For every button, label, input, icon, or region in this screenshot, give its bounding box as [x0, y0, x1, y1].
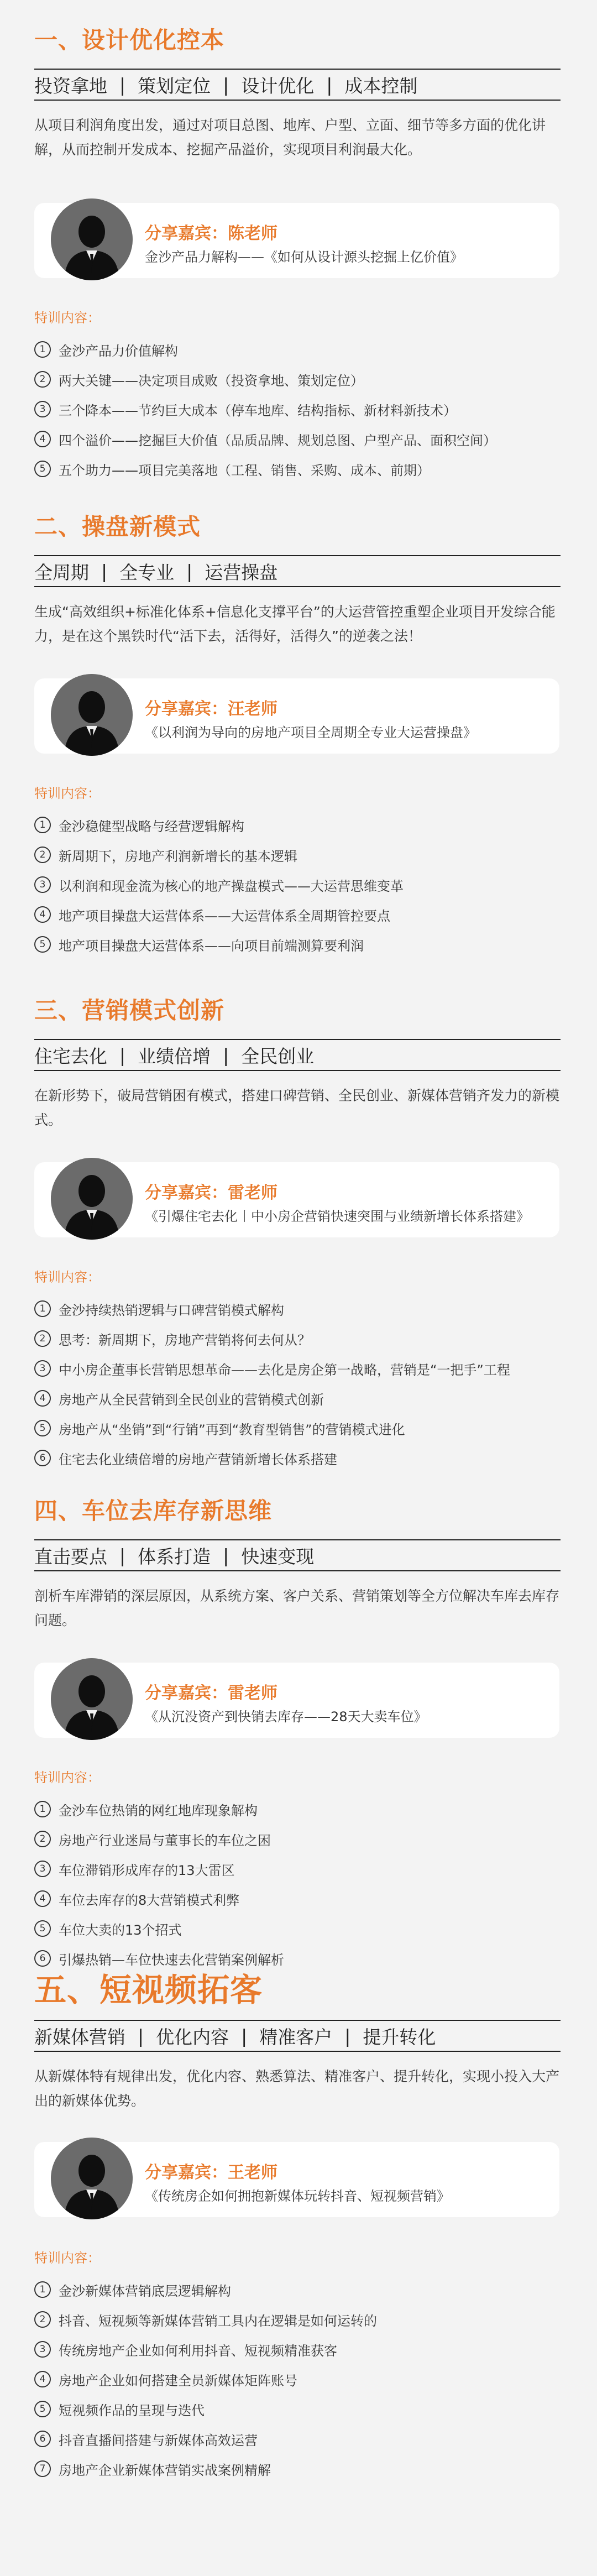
item-text: 金沙产品力价值解构	[59, 343, 178, 359]
guest-card	[34, 1663, 559, 1738]
list-item	[34, 2305, 565, 2334]
item-number-icon: 5	[34, 936, 51, 953]
content-label: 特训内容：	[34, 1269, 101, 1285]
section-3	[0, 992, 597, 1479]
tag-label: 全民创业	[241, 1045, 315, 1067]
tag-separator: |	[186, 560, 193, 582]
tag-bar	[34, 555, 561, 587]
tag-separator: |	[119, 74, 126, 96]
tag-separator: |	[138, 2025, 144, 2047]
tag-separator: |	[223, 1044, 229, 1066]
tag-bar	[34, 1039, 561, 1071]
item-number-icon: 1	[34, 2281, 51, 2298]
item-number-icon: 1	[34, 341, 51, 358]
list-item	[34, 1324, 565, 1354]
item-number-icon: 5	[34, 1920, 51, 1937]
list-item	[34, 1854, 565, 1884]
item-number-icon: 4	[34, 1890, 51, 1907]
guest-topic: 《以利润为导向的房地产项目全周期全专业大运营操盘》	[145, 725, 476, 740]
item-number-icon: 6	[34, 2431, 51, 2447]
item-text: 房地产企业如何搭建全员新媒体矩阵账号	[59, 2373, 297, 2389]
list-item	[34, 810, 565, 840]
section-title: 五、短视频拓客	[34, 1971, 263, 2009]
item-text: 新周期下，房地产利润新增长的基本逻辑	[59, 848, 297, 864]
tag-label: 优化内容	[156, 2026, 229, 2048]
item-text: 两大关键——决定项目成败（投资拿地、策划定位）	[59, 373, 364, 389]
section-title: 三、营销模式创新	[34, 997, 225, 1024]
section-description: 生成“高效组织+标准化体系+信息化支撑平台”的大运营管控重塑企业项目开发综合能力，是在这个黑铁时代“活下去，活得好，活得久”的逆袭之法！	[34, 604, 556, 644]
list-item	[34, 1443, 565, 1473]
section-title: 四、车位去库存新思维	[34, 1497, 273, 1524]
item-text: 房地产从全民营销到全民创业的营销模式创新	[59, 1392, 324, 1408]
item-text: 房地产从“坐销”到“行销”再到“教育型销售”的营销模式进化	[59, 1422, 405, 1438]
list-item	[34, 1383, 565, 1413]
item-text: 五个助力——项目完美落地（工程、销售、采购、成本、前期）	[59, 462, 430, 478]
tag-label: 提升转化	[363, 2026, 436, 2048]
guest-name: 分享嘉宾：雷老师	[145, 1183, 277, 1203]
content-list	[34, 1794, 565, 1973]
tag-label: 设计优化	[241, 75, 315, 97]
item-text: 短视频作品的呈现与迭代	[59, 2402, 205, 2418]
tag-separator: |	[344, 2025, 351, 2047]
item-text: 房地产企业新媒体营销实战案例精解	[59, 2462, 271, 2478]
tag-label: 成本控制	[344, 75, 418, 97]
list-item	[34, 1413, 565, 1443]
item-number-icon: 5	[34, 1420, 51, 1436]
section-description: 在新形势下，破局营销困有模式，搭建口碑营销、全民创业、新媒体营销齐发力的新模式。	[34, 1088, 560, 1128]
content-label: 特训内容：	[34, 310, 101, 326]
list-item	[34, 394, 565, 424]
tag-bar	[34, 2020, 561, 2052]
item-text: 金沙车位热销的网红地库现象解构	[59, 1802, 258, 1819]
item-text: 金沙持续热销逻辑与口碑营销模式解构	[59, 1302, 284, 1318]
list-item	[34, 2275, 565, 2305]
guest-topic: 《从沉没资产到快销去库存——28天大卖车位》	[145, 1709, 427, 1725]
item-number-icon: 3	[34, 876, 51, 893]
tag-label: 业绩倍增	[138, 1045, 211, 1067]
tag-separator: |	[223, 74, 229, 96]
section-description: 从新媒体特有规律出发，优化内容、熟悉算法、精准客户、提升转化，实现小投入大产出的新媒体优势。	[34, 2068, 560, 2109]
item-text: 四个溢价——挖掘巨大价值（品质品牌、规划总图、户型产品、面积空间）	[59, 432, 496, 448]
list-item	[34, 335, 565, 364]
section-2	[0, 509, 597, 984]
tag-separator: |	[326, 74, 333, 96]
item-text: 中小房企董事长营销思想革命——去化是房企第一战略，营销是“一把手”工程	[59, 1362, 510, 1378]
item-number-icon: 5	[34, 461, 51, 477]
item-number-icon: 3	[34, 401, 51, 417]
person-silhouette-icon	[51, 1158, 133, 1240]
tag-label: 全周期	[34, 561, 89, 583]
person-silhouette-icon	[51, 198, 133, 280]
guest-card	[34, 2142, 559, 2217]
tag-bar	[34, 1539, 561, 1571]
item-text: 以利润和现金流为核心的地产操盘模式——大运营思维变革	[59, 878, 404, 894]
tag-label: 精准客户	[259, 2026, 333, 2048]
tag-label: 直击要点	[34, 1545, 107, 1567]
list-item	[34, 929, 565, 959]
item-text: 地产项目操盘大运营体系——向项目前端测算要利润	[59, 938, 364, 954]
item-text: 住宅去化业绩倍增的房地产营销新增长体系搭建	[59, 1451, 337, 1467]
list-item	[34, 900, 565, 929]
content-list	[34, 335, 565, 484]
guest-topic: 《传统房企如何拥抱新媒体玩转抖音、短视频营销》	[145, 2188, 450, 2204]
item-number-icon: 4	[34, 1390, 51, 1407]
tag-label: 投资拿地	[34, 75, 107, 97]
tag-label: 体系打造	[138, 1545, 211, 1567]
tag-bar	[34, 69, 561, 101]
list-item	[34, 1914, 565, 1943]
list-item	[34, 364, 565, 394]
item-number-icon: 2	[34, 1831, 51, 1847]
item-text: 金沙新媒体营销底层逻辑解构	[59, 2283, 231, 2299]
content-list	[34, 810, 565, 959]
list-item	[34, 424, 565, 454]
list-item	[34, 1294, 565, 1324]
section-1	[0, 22, 597, 498]
list-item	[34, 2424, 565, 2454]
section-5	[0, 1964, 597, 2567]
tag-label: 新媒体营销	[34, 2026, 125, 2048]
content-list	[34, 1294, 565, 1473]
tag-label: 全专业	[119, 561, 175, 583]
guest-name: 分享嘉宾：陈老师	[145, 224, 277, 243]
person-silhouette-icon	[51, 2138, 133, 2219]
item-number-icon: 4	[34, 906, 51, 923]
list-item	[34, 2454, 565, 2484]
person-silhouette-icon	[51, 1658, 133, 1740]
section-description: 剖析车库滞销的深层原因，从系统方案、客户关系、营销策划等全方位解决车库去库存问题。	[34, 1588, 560, 1628]
list-item	[34, 1884, 565, 1914]
guest-name: 分享嘉宾：雷老师	[145, 1684, 277, 1703]
list-item	[34, 1354, 565, 1383]
list-item	[34, 454, 565, 484]
guest-name: 分享嘉宾：汪老师	[145, 699, 277, 719]
section-description: 从项目利润角度出发，通过对项目总图、地库、户型、立面、细节等多方面的优化讲解，从而控制开发成本、挖掘产品溢价，实现项目利润最大化。	[34, 117, 546, 158]
item-text: 车位滞销形成库存的13大雷区	[59, 1862, 235, 1878]
item-text: 地产项目操盘大运营体系——大运营体系全周期管控要点	[59, 908, 390, 924]
list-item	[34, 1824, 565, 1854]
list-item	[34, 1794, 565, 1824]
tag-label: 运营操盘	[205, 561, 278, 583]
item-text: 车位大卖的13个招式	[59, 1922, 182, 1938]
section-title: 一、设计优化控本	[34, 27, 225, 54]
item-number-icon: 1	[34, 817, 51, 833]
content-label: 特训内容：	[34, 2250, 101, 2266]
item-number-icon: 7	[34, 2460, 51, 2477]
list-item	[34, 2334, 565, 2364]
item-text: 传统房地产企业如何利用抖音、短视频精准获客	[59, 2343, 337, 2359]
tag-label: 策划定位	[138, 75, 211, 97]
tag-separator: |	[241, 2025, 248, 2047]
guest-card	[34, 1162, 559, 1237]
item-number-icon: 6	[34, 1950, 51, 1967]
item-text: 引爆热销—车位快速去化营销案例解析	[59, 1952, 284, 1968]
person-silhouette-icon	[51, 674, 133, 756]
tag-separator: |	[223, 1544, 229, 1566]
tag-separator: |	[101, 560, 108, 582]
guest-topic: 《引爆住宅去化丨中小房企营销快速突围与业绩新增长体系搭建》	[145, 1209, 530, 1224]
item-number-icon: 1	[34, 1300, 51, 1317]
tag-separator: |	[119, 1544, 126, 1566]
item-number-icon: 2	[34, 1330, 51, 1347]
item-text: 房地产行业迷局与董事长的车位之困	[59, 1832, 271, 1848]
item-number-icon: 3	[34, 1360, 51, 1377]
item-number-icon: 2	[34, 2311, 51, 2328]
tag-separator: |	[119, 1044, 126, 1066]
list-item	[34, 2394, 565, 2424]
content-list	[34, 2275, 565, 2484]
guest-name: 分享嘉宾：王老师	[145, 2163, 277, 2182]
item-number-icon: 3	[34, 1861, 51, 1877]
content-label: 特训内容：	[34, 786, 101, 801]
item-number-icon: 6	[34, 1450, 51, 1466]
tag-label: 快速变现	[241, 1545, 315, 1567]
list-item	[34, 840, 565, 870]
item-text: 抖音直播间搭建与新媒体高效运营	[59, 2432, 258, 2448]
item-number-icon: 4	[34, 431, 51, 447]
item-text: 思考：新周期下，房地产营销将何去何从？	[59, 1332, 311, 1348]
item-number-icon: 1	[34, 1801, 51, 1817]
item-number-icon: 2	[34, 371, 51, 388]
list-item	[34, 870, 565, 900]
item-number-icon: 4	[34, 2371, 51, 2387]
guest-topic: 金沙产品力解构——《如何从设计源头挖掘上亿价值》	[145, 249, 463, 265]
item-text: 抖音、短视频等新媒体营销工具内在逻辑是如何运转的	[59, 2313, 377, 2329]
tag-label: 住宅去化	[34, 1045, 107, 1067]
item-number-icon: 5	[34, 2401, 51, 2417]
item-number-icon: 3	[34, 2341, 51, 2358]
guest-card	[34, 203, 559, 278]
content-label: 特训内容：	[34, 1770, 101, 1785]
item-text: 金沙稳健型战略与经营逻辑解构	[59, 818, 244, 834]
guest-card	[34, 678, 559, 754]
section-4	[0, 1493, 597, 1968]
item-number-icon: 2	[34, 847, 51, 863]
item-text: 车位去库存的8大营销模式利弊	[59, 1892, 240, 1908]
list-item	[34, 2364, 565, 2394]
item-text: 三个降本——节约巨大成本（停车地库、结构指标、新材料新技术）	[59, 403, 457, 419]
section-title: 二、操盘新模式	[34, 513, 201, 540]
